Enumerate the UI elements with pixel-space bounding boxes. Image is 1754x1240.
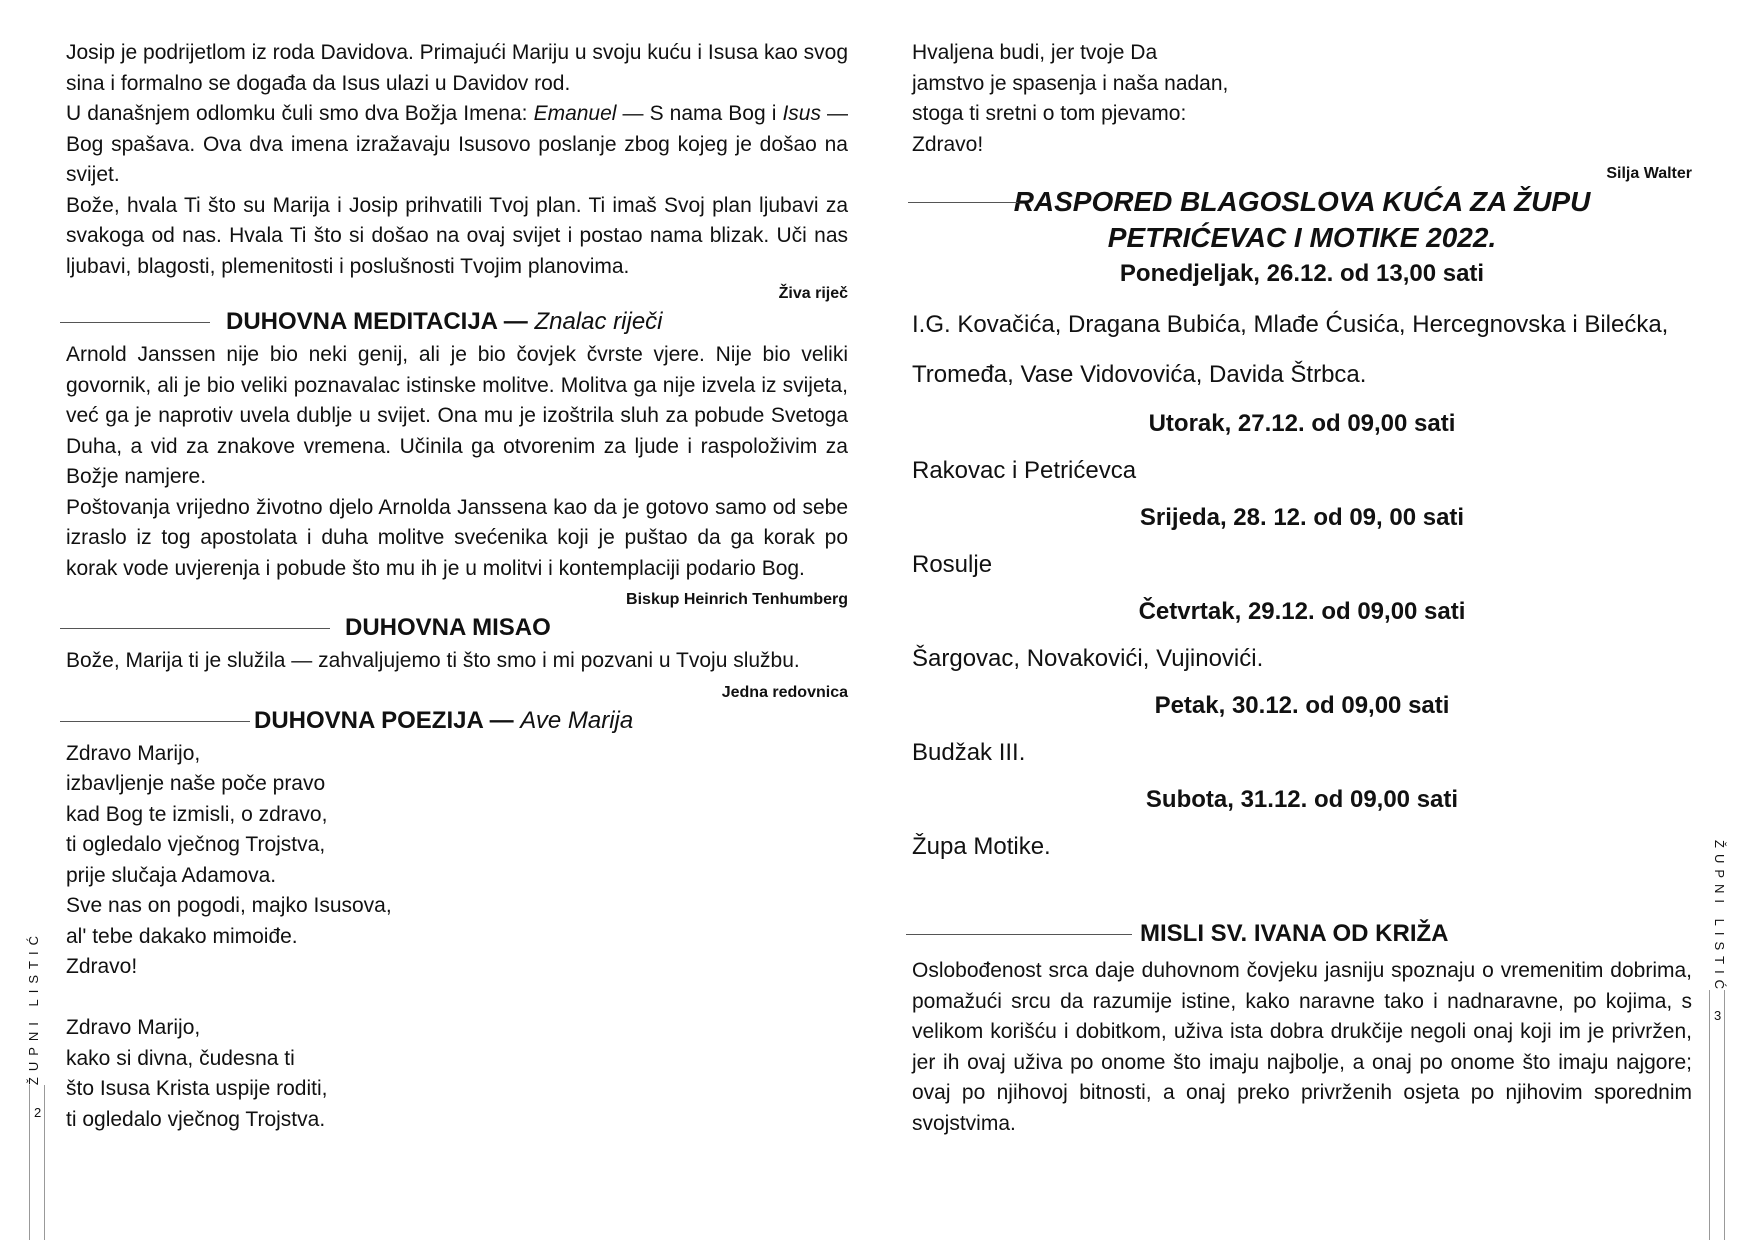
thought-source: Jedna redovnica — [721, 683, 848, 701]
emanuel-name: Emanuel — [533, 102, 617, 125]
poem-line: prije slučaja Adamova. — [66, 863, 277, 887]
poem-source: Silja Walter — [1606, 165, 1692, 182]
intro-paragraph-1: Josip je podrijetlom iz roda Davidova. Primajući Mariju u svoju kuću i Isusa kao svog sina i formalno se događa da Isus ulazi u Davidov rod. — [66, 41, 849, 95]
schedule-day: Ponedjeljak, 26.12. od 13,00 sati — [1119, 260, 1485, 287]
poem-line: jamstvo je spasenja i naša nadan, — [912, 71, 1229, 95]
heading-rule — [60, 721, 250, 722]
heading-rule — [60, 628, 330, 629]
thought-text: Bože, Marija ti je služila — zahvaljujemo ti što smo i mi pozvani u Tvoju službu. — [66, 649, 800, 672]
poem-line: Zdravo! — [66, 955, 138, 978]
intro-paragraph-2: U današnjem odlomku čuli smo dva Božja Imena: Emanuel — S nama Bog i Isus — Bog spašava. Ova dva imena izražavaju Isusovo poslanje zbog kojeg je došao na svijet. — [66, 102, 849, 186]
right-sidebar-rule — [1709, 990, 1710, 1240]
poetry-subtitle: Ave Marija — [520, 706, 634, 734]
left-page — [66, 38, 848, 1135]
schedule-places: Rakovac i Petrićevca — [912, 457, 1137, 484]
poem-line: Zdravo Marijo, — [66, 1016, 201, 1039]
left-page-number: 2 — [34, 1105, 42, 1120]
schedule-day: Četvrtak, 29.12. od 09,00 sati — [1138, 598, 1466, 625]
schedule-places: Rosulje — [912, 551, 993, 578]
poem-end — [912, 38, 1692, 160]
poem-stanza-2 — [66, 1013, 848, 1135]
intro-source: Živa riječ — [778, 285, 848, 302]
poem-line: ti ogledalo vječnog Trojstva. — [66, 1107, 326, 1131]
schedule-places: I.G. Kovačića, Dragana Bubića, Mlađe Ćusića, Hercegnovska i Bilećka, Tromeđa, Vase Vidovovića, Davida Štrbca. — [912, 311, 1669, 388]
poem-line: kako si divna, čudesna ti — [66, 1046, 295, 1070]
poem-line: ti ogledalo vječnog Trojstva, — [66, 833, 326, 856]
poem-line: stoga ti sretni o tom pjevamo: — [912, 102, 1187, 125]
thought-heading — [66, 610, 848, 646]
poetry-title: DUHOVNA POEZIJA — — [254, 706, 514, 734]
meditation-subtitle: Znalac riječi — [534, 308, 663, 335]
poem-line: Zdravo Marijo, — [66, 741, 201, 765]
schedule-day: Srijeda, 28. 12. od 09, 00 sati — [1139, 504, 1465, 531]
poem-line: Hvaljena budi, jer tvoje Da — [912, 41, 1158, 64]
right-page-number: 3 — [1714, 1008, 1722, 1023]
heading-rule — [60, 322, 210, 323]
right-sidebar-rule — [1724, 990, 1725, 1240]
schedule-day: Petak, 30.12. od 09,00 sati — [1154, 692, 1450, 719]
cross-text: Oslobođenost srca daje duhovnom čovjeku jasniju spoznaju o vremenitim dobrima, pomažući srcu da razumije istine, kako naravne tako i nadnaravne, po kojima, s velikom korišću i dobitkom, uživa ista dobra drukčije negoli onaj koji im je privržen, jer ih ovaj uživa po onome što imaju najbolje, a onaj po onome što imaju najgore; ovaj po njihovoj bitnosti, a onaj preko privrženih osjeta po njihovim sporednim svojstvima. — [912, 959, 1692, 1135]
poem-line: kad Bog te izmisli, o zdravo, — [66, 802, 328, 826]
heading-rule — [906, 934, 1132, 935]
thought-title: DUHOVNA MISAO — [345, 614, 551, 641]
schedule-places: Budžak III. — [912, 739, 1026, 766]
right-sidebar-label: ŽUPNI LISTIĆ — [1712, 840, 1727, 996]
poem-line: Zdravo! — [912, 132, 984, 156]
poem-stanza-1 — [66, 739, 848, 983]
cross-heading — [912, 916, 1692, 952]
poem-line: Sve nas on pogodi, majko Isusova, — [66, 894, 392, 917]
right-page — [912, 38, 1692, 1139]
meditation-heading — [66, 304, 848, 340]
isus-name: Isus — [782, 102, 821, 125]
schedule-title-line-2: PETRIĆEVAC I MOTIKE 2022. — [1107, 222, 1497, 253]
poetry-heading — [66, 703, 848, 739]
cross-title: MISLI SV. IVANA OD KRIŽA — [1140, 920, 1449, 947]
schedule-title-line-1: RASPORED BLAGOSLOVA KUĆA ZA ŽUPU — [1013, 186, 1591, 217]
left-sidebar-rule — [44, 1085, 45, 1240]
schedule-day: Utorak, 27.12. od 09,00 sati — [1148, 410, 1456, 437]
poem-line: što Isusa Krista uspije roditi, — [66, 1077, 328, 1100]
meditation-paragraph-2: Poštovanja vrijedno životno djelo Arnolda Janssena kao da je gotovo samo od sebe izraslo iz tog apostolata i duha molitve svećenika koji je puštao da ga korak po korak vode uvjerenja i pobude što mu ih je u molitvi i kontemplaciji podario Bog. — [66, 495, 848, 580]
schedule-places: Šargovac, Novakovići, Vujinovići. — [912, 645, 1264, 672]
meditation-title: DUHOVNA MEDITACIJA — — [226, 308, 528, 335]
intro-paragraph-3: Bože, hvala Ti što su Marija i Josip prihvatili Tvoj plan. Ti imaš Svoj plan ljubavi za svakoga od nas. Hvala Ti što si došao na ovaj svijet i postao nama blizak. Uči nas ljubavi, blagosti, plemenitosti i poslušnosti Tvojim planovima. — [66, 193, 848, 278]
left-sidebar-label: ŽUPNI LISTIĆ — [26, 930, 41, 1086]
schedule-places: Župa Motike. — [912, 833, 1051, 860]
left-sidebar-rule — [29, 1085, 30, 1240]
heading-rule — [908, 202, 1018, 203]
poem-line: al' tebe dakako mimoiđe. — [66, 924, 298, 948]
meditation-paragraph-1: Arnold Janssen nije bio neki genij, ali je bio čovjek čvrste vjere. Nije bio veliki govornik, ali je bio veliki poznavalac istinske molitve. Molitva ga nije izvela iz svijeta, već ga je naprotiv uvela dublje u svijet. Ona mu je izoštrila sluh za pobude Svetoga Duha, a vid za znakove vremena. Učinila ga otvorenim za ljude i raspoloživim za Božje namjere. — [66, 343, 848, 488]
schedule-heading — [912, 184, 1692, 256]
meditation-source: Biskup Heinrich Tenhumberg — [626, 591, 848, 608]
poem-line: izbavljenje naše poče pravo — [66, 772, 326, 795]
schedule-day: Subota, 31.12. od 09,00 sati — [1145, 786, 1459, 813]
